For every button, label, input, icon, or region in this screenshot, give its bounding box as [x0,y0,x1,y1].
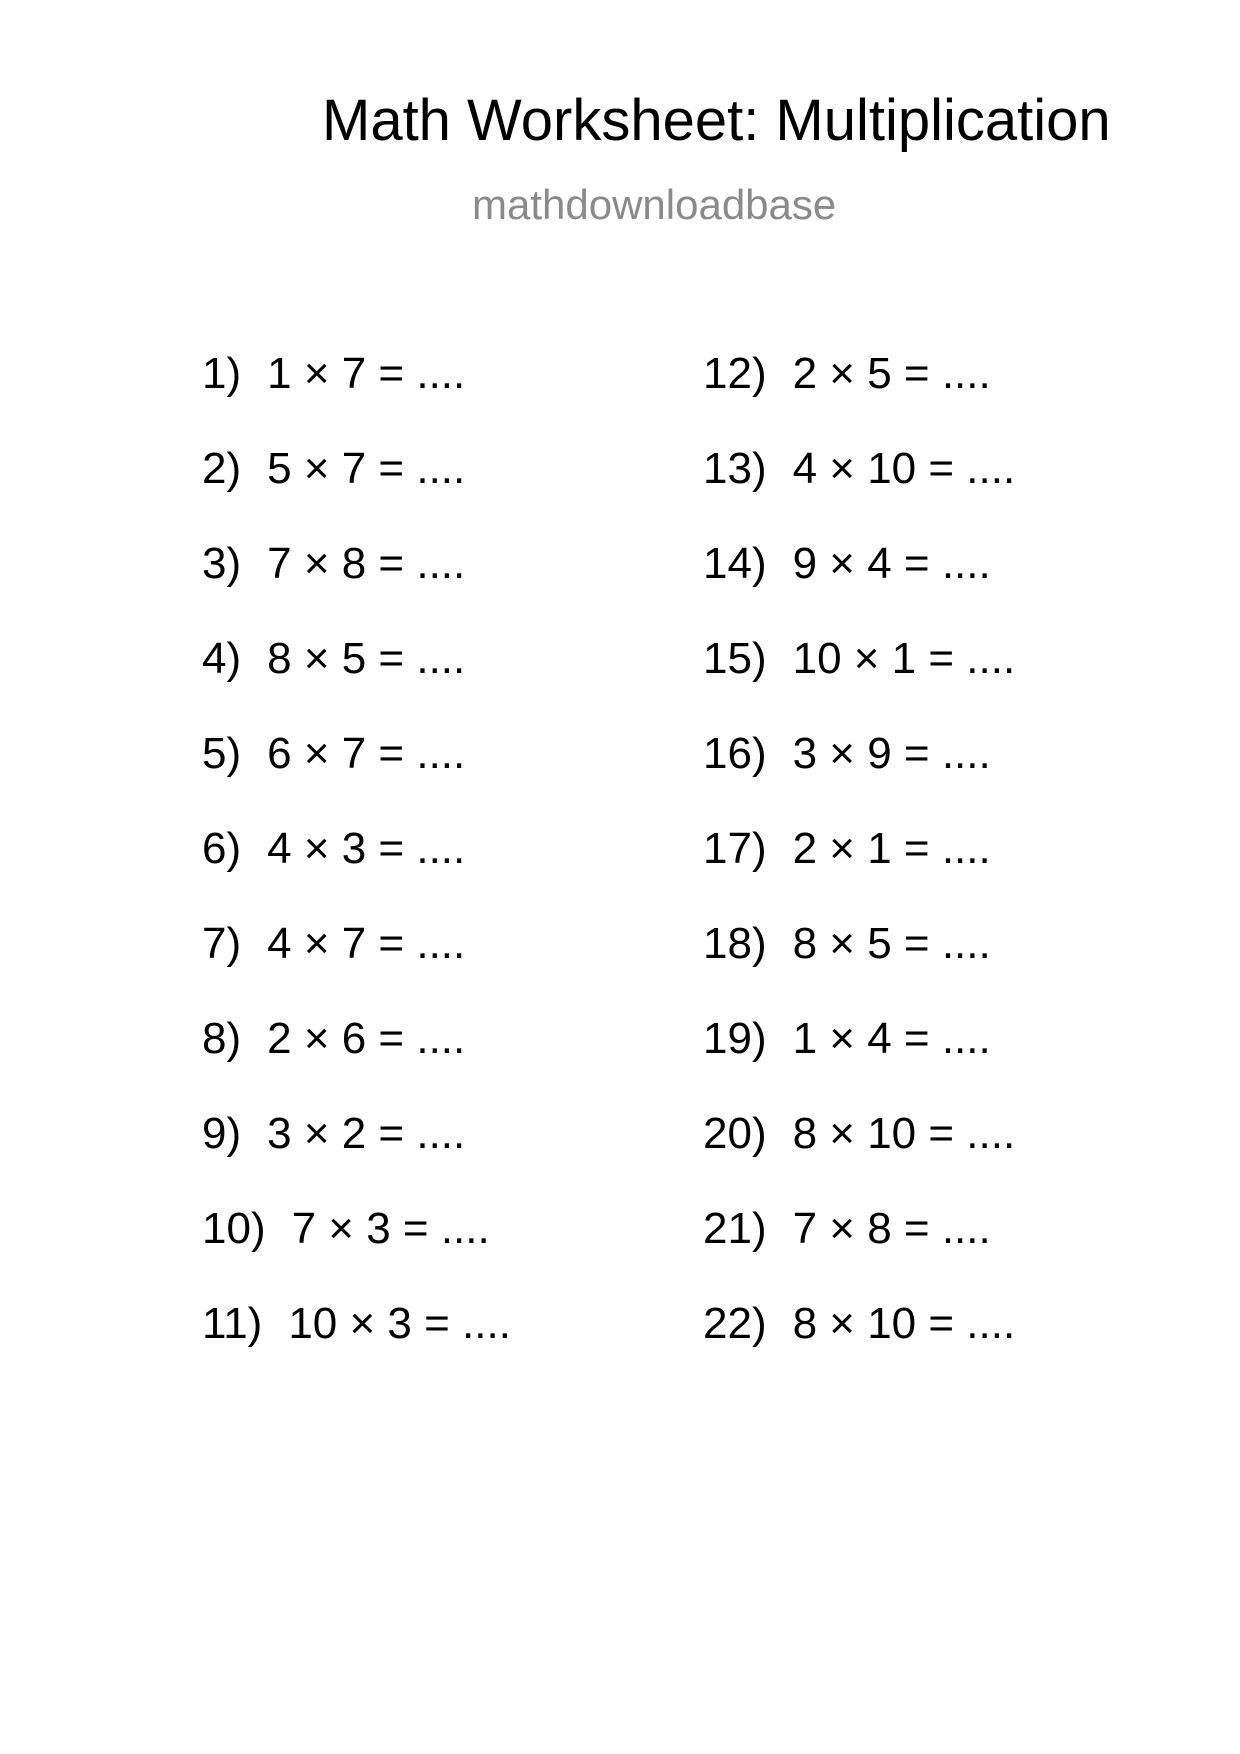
problem-number: 14) [703,539,767,588]
problem-item [703,1299,1016,1397]
problem-number: 7) [202,919,242,968]
problem-number: 2) [202,444,242,493]
problem-expression: 3 × 9 = .... [792,729,991,778]
problem-item [202,1014,511,1112]
problem-item [202,824,511,922]
problem-item [703,444,1016,542]
problem-expression: 8 × 5 = .... [267,634,466,683]
problem-expression: 1 × 7 = .... [267,349,466,398]
problem-expression: 10 × 1 = .... [792,634,1016,683]
problem-item [202,1109,511,1207]
problem-number: 19) [703,1014,767,1063]
problem-number: 17) [703,824,767,873]
problem-number: 5) [202,729,242,778]
problem-number: 8) [202,1014,242,1063]
problem-number: 22) [703,1299,767,1348]
problem-expression: 3 × 2 = .... [267,1109,466,1158]
problem-expression: 2 × 5 = .... [792,349,991,398]
problem-expression: 4 × 7 = .... [267,919,466,968]
problem-number: 21) [703,1204,767,1253]
problem-item [202,1299,511,1397]
problem-item [703,1109,1016,1207]
problem-expression: 6 × 7 = .... [267,729,466,778]
problem-expression: 4 × 3 = .... [267,824,466,873]
problem-number: 20) [703,1109,767,1158]
problem-item [202,919,511,1017]
problem-number: 18) [703,919,767,968]
problem-item [202,729,511,827]
problem-expression: 5 × 7 = .... [267,444,466,493]
problem-item [202,444,511,542]
problem-number: 3) [202,539,242,588]
problem-number: 15) [703,634,767,683]
problem-expression: 1 × 4 = .... [792,1014,991,1063]
problem-expression: 8 × 10 = .... [792,1109,1016,1158]
worksheet-title: Math Worksheet: Multiplication [322,88,1111,153]
problem-number: 16) [703,729,767,778]
problem-expression: 2 × 6 = .... [267,1014,466,1063]
problem-expression: 7 × 8 = .... [267,539,466,588]
problem-expression: 2 × 1 = .... [792,824,991,873]
problem-item [703,729,1015,827]
problem-item [703,1014,1015,1112]
problem-expression: 7 × 3 = .... [291,1204,490,1253]
problem-expression: 8 × 10 = .... [792,1299,1016,1348]
problem-expression: 4 × 10 = .... [792,444,1016,493]
problem-column-left [202,349,511,1397]
problem-column-right [703,349,1016,1397]
problem-number: 1) [202,349,242,398]
problem-expression: 9 × 4 = .... [792,539,991,588]
problem-item [703,634,1016,732]
problem-number: 10) [202,1204,266,1253]
problem-item [703,919,1015,1017]
problem-item [703,349,1015,447]
problem-item [202,1204,511,1302]
worksheet-subtitle: mathdownloadbase [472,181,837,228]
problem-item [703,1204,1015,1302]
problem-item [703,824,1015,922]
problem-item [202,634,511,732]
problem-number: 6) [202,824,242,873]
problem-expression: 10 × 3 = .... [288,1299,511,1348]
problem-item [202,349,511,447]
problem-number: 9) [202,1109,242,1158]
problem-number: 12) [703,349,767,398]
problem-item [703,539,1015,637]
problem-number: 11) [202,1299,263,1348]
problem-number: 4) [202,634,242,683]
problem-expression: 8 × 5 = .... [792,919,991,968]
problem-number: 13) [703,444,767,493]
problem-expression: 7 × 8 = .... [792,1204,991,1253]
problem-item [202,539,511,637]
